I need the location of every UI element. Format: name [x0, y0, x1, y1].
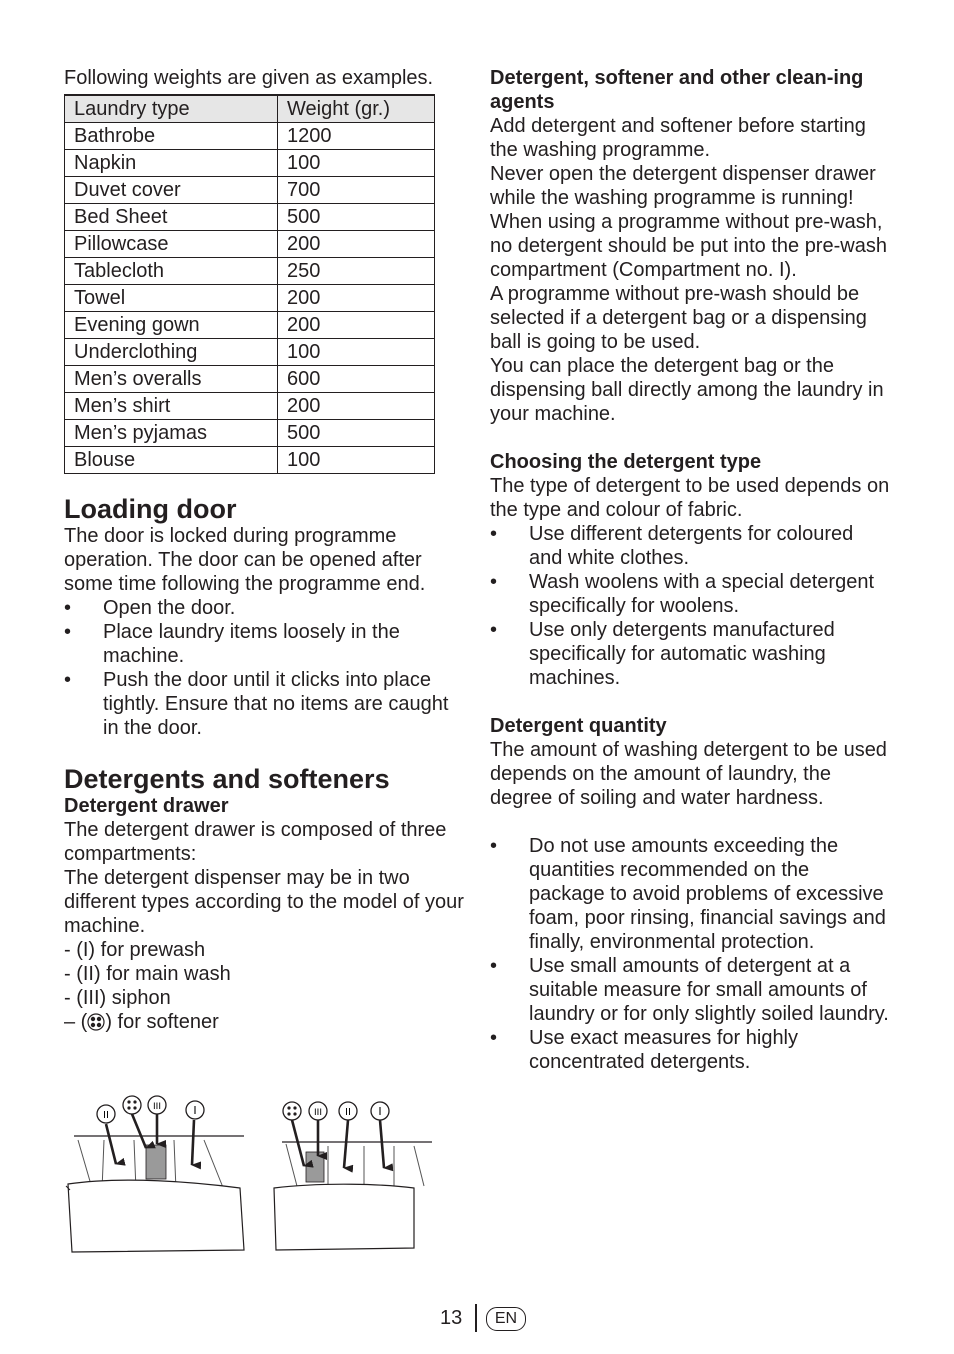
- weight-cell: 600: [278, 366, 435, 393]
- left-column: [64, 66, 464, 1034]
- bullet-icon: •: [490, 619, 498, 641]
- laundry-type-cell: Pillowcase: [65, 231, 278, 258]
- weight-cell: 1200: [278, 123, 435, 150]
- weight-cell: 500: [278, 204, 435, 231]
- bullet-icon: •: [64, 621, 72, 643]
- compartment-list: [64, 938, 464, 1034]
- table-row: [65, 393, 435, 420]
- paragraph: When using a programme without pre-wash, no detergent should be put into the pre-wash compartment (Compartment no. I).: [490, 211, 887, 281]
- detergent-quantity-list: [490, 834, 890, 1074]
- laundry-type-cell: Towel: [65, 285, 278, 312]
- svg-text:III: III: [314, 1108, 322, 1118]
- dispenser-types-text: The detergent dispenser may be in two different types according to the model of your machine.: [64, 867, 464, 937]
- weight-cell: 200: [278, 393, 435, 420]
- list-item: - (III) siphon: [64, 987, 171, 1009]
- paragraph: A programme without pre-wash should be selected if a detergent bag or a dispensing ball is going to be used.: [490, 283, 867, 353]
- drawer-type-b: [274, 1102, 432, 1250]
- drawer-type-a: [66, 1096, 244, 1252]
- list-item: • Do not use amounts exceeding the quantities recommended on the package to avoid problems of excessive foam, poor rinsing, financial savings and finally, environmental protection.: [490, 835, 886, 953]
- list-item: • Place laundry items loosely in the machine.: [64, 621, 400, 667]
- list-item: • Wash woolens with a special detergent specifically for woolens.: [490, 571, 874, 617]
- list-item: • Use only detergents manufactured specifically for automatic washing machines.: [490, 619, 835, 689]
- list-item: • Push the door until it clicks into place tightly. Ensure that no items are caught in the door.: [64, 669, 449, 739]
- laundry-type-cell: Men’s pyjamas: [65, 420, 278, 447]
- table-row: [65, 285, 435, 312]
- weight-cell: 100: [278, 339, 435, 366]
- laundry-type-cell: Napkin: [65, 150, 278, 177]
- detergent-type-heading: Choosing the detergent type: [490, 451, 762, 473]
- laundry-type-cell: Bed Sheet: [65, 204, 278, 231]
- paragraph: Add detergent and softener before starting the washing programme.: [490, 115, 866, 161]
- column-header-weight: Weight (gr.): [278, 95, 435, 123]
- paragraph: You can place the detergent bag or the dispensing ball directly among the laundry in your machine.: [490, 355, 884, 425]
- weight-cell: 250: [278, 258, 435, 285]
- table-row: [65, 123, 435, 150]
- table-row: [65, 204, 435, 231]
- weight-cell: 200: [278, 231, 435, 258]
- bullet-icon: •: [490, 955, 498, 977]
- weights-intro: Following weights are given as examples.: [64, 67, 434, 89]
- weight-cell: 700: [278, 177, 435, 204]
- laundry-type-cell: Tablecloth: [65, 258, 278, 285]
- svg-text:I: I: [378, 1105, 382, 1118]
- loading-door-heading: Loading door: [64, 494, 237, 524]
- table-row: [65, 447, 435, 474]
- bullet-icon: •: [64, 669, 72, 691]
- table-row: [65, 177, 435, 204]
- page-number: 13: [440, 1307, 463, 1329]
- language-badge: EN: [486, 1307, 526, 1331]
- laundry-type-cell: Evening gown: [65, 312, 278, 339]
- table-row: [65, 312, 435, 339]
- laundry-type-cell: Bathrobe: [65, 123, 278, 150]
- detergent-type-list: [490, 522, 890, 690]
- laundry-type-cell: Blouse: [65, 447, 278, 474]
- weight-cell: 100: [278, 447, 435, 474]
- laundry-type-cell: Men’s overalls: [65, 366, 278, 393]
- detergent-drawer-illustration: [64, 1090, 444, 1260]
- loading-door-body: The door is locked during programme operation. The door can be opened after some time following the programme end.: [64, 525, 426, 595]
- list-item: • Open the door.: [64, 597, 236, 619]
- page-footer: [430, 1300, 550, 1334]
- laundry-type-cell: Men’s shirt: [65, 393, 278, 420]
- bullet-icon: •: [490, 835, 498, 857]
- weight-cell: 200: [278, 312, 435, 339]
- svg-text:I: I: [193, 1104, 197, 1117]
- laundry-type-cell: Underclothing: [65, 339, 278, 366]
- bullet-icon: •: [490, 571, 498, 593]
- table-row: [65, 258, 435, 285]
- list-item: • Use different detergents for coloured and white clothes.: [490, 523, 854, 569]
- weight-cell: 500: [278, 420, 435, 447]
- detergent-drawer-subheading: Detergent drawer: [64, 795, 229, 817]
- detergents-heading: Detergents and softeners: [64, 764, 390, 794]
- weight-cell: 200: [278, 285, 435, 312]
- table-row: [65, 231, 435, 258]
- detergent-quantity-body: The amount of washing detergent to be used depends on the amount of laundry, the degree of soiling and water hardness.: [490, 739, 887, 809]
- drawer-compartments-text: The detergent drawer is composed of three compartments:: [64, 819, 447, 865]
- laundry-type-cell: Duvet cover: [65, 177, 278, 204]
- table-row: [65, 150, 435, 177]
- softener-icon: [283, 1102, 301, 1120]
- list-item: • Use small amounts of detergent at a suitable measure for small amounts of laundry or for only slightly soiled laundry.: [490, 955, 889, 1025]
- svg-text:II: II: [103, 1110, 109, 1121]
- table-row: [65, 339, 435, 366]
- table-row: [65, 420, 435, 447]
- svg-text:III: III: [153, 1102, 161, 1112]
- list-item: • Use exact measures for highly concentrated detergents.: [490, 1027, 799, 1073]
- table-row: [65, 366, 435, 393]
- right-column: [490, 66, 890, 1074]
- paragraph: Never open the detergent dispenser drawer while the washing programme is running!: [490, 163, 876, 209]
- svg-text:II: II: [345, 1107, 351, 1118]
- list-item: – ( ) for softener: [64, 1011, 219, 1033]
- bullet-icon: •: [490, 1027, 498, 1049]
- softener-icon: [123, 1096, 141, 1114]
- list-item: - (I) for prewash: [64, 939, 206, 961]
- footer-divider: [475, 1304, 477, 1332]
- table-header-row: [65, 95, 435, 123]
- cleaning-agents-heading: Detergent, softener and other clean-ing agents: [490, 67, 864, 113]
- list-item: - (II) for main wash: [64, 963, 231, 985]
- weight-cell: 100: [278, 150, 435, 177]
- detergent-type-body: The type of detergent to be used depends on the type and colour of fabric.: [490, 475, 890, 521]
- bullet-icon: •: [64, 597, 72, 619]
- bullet-icon: •: [490, 523, 498, 545]
- detergent-quantity-heading: Detergent quantity: [490, 715, 667, 737]
- softener-flower-icon: [87, 1013, 105, 1031]
- laundry-weights-table: [64, 94, 435, 474]
- loading-door-steps: [64, 596, 464, 740]
- column-header-laundry-type: Laundry type: [65, 95, 278, 123]
